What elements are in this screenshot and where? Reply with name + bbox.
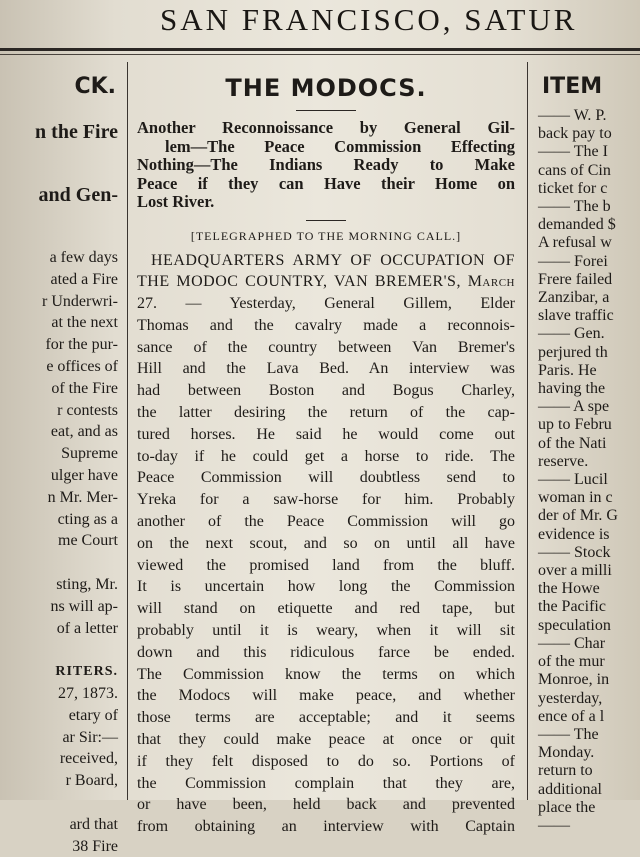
deck-line: Nothing—The Indians Ready to Make <box>137 155 515 174</box>
text-line: over a milli <box>538 562 612 580</box>
text-line: A refusal w <box>538 234 612 252</box>
left-body <box>0 247 118 857</box>
deck-rule <box>306 220 346 221</box>
text-line: der of Mr. G <box>538 507 618 525</box>
text-line: that they could make peace at once or quit <box>137 731 515 749</box>
text-line: the Howe <box>538 580 600 598</box>
text-line: Frere failed <box>538 270 613 288</box>
text-line: reserve. <box>538 452 589 470</box>
article-deck <box>137 119 515 212</box>
text-line: cans of Cin <box>538 161 611 179</box>
text-line: those terms are acceptable; and it seems <box>137 709 515 727</box>
text-line: Supreme <box>61 445 118 463</box>
text-line: ticket for c <box>538 179 608 197</box>
text-line: having the <box>538 380 606 398</box>
text-line: —— The I <box>538 143 608 161</box>
text-line: It is uncertain how long the Commission <box>137 578 515 596</box>
deck-line: Peace if they can Have their Home on <box>137 173 515 193</box>
left-deck-line: and Gen- <box>38 184 118 206</box>
text-line: sting, Mr. <box>56 575 118 593</box>
left-deck-line: n the Fire <box>35 121 118 143</box>
text-line: Hill and the Lava Bed. An interview was <box>137 360 515 378</box>
left-column <box>0 60 118 857</box>
text-line: ence of a l <box>538 707 605 725</box>
text-line: another of the Peace Commission will go <box>137 513 515 531</box>
masthead-rule-thin <box>0 54 640 55</box>
text-line: viewed the promised land from the bluff. <box>137 556 515 574</box>
text-line: or have been, held back and prevented <box>137 796 515 814</box>
text-line: tured horses. He said he would come out <box>137 425 515 443</box>
text-line: e offices of <box>46 357 118 375</box>
text-line: a few days <box>49 249 118 266</box>
article-dateline: [TELEGRAPHED TO THE MORNING CALL.] <box>190 228 462 243</box>
text-line: —— Char <box>538 634 606 652</box>
text-line: perjured th <box>538 343 608 361</box>
article-modocs <box>133 60 519 838</box>
left-sub-heading: RITERS. <box>55 664 118 680</box>
text-line: THE MODOC COUNTRY, VAN BREMER'S, March <box>137 273 515 291</box>
text-line: ar Sir:— <box>62 728 118 746</box>
text-line: the Modocs will make peace, and whether <box>137 687 515 705</box>
text-line: yesterday, <box>538 689 603 707</box>
text-line: received, <box>59 750 118 768</box>
blank-line <box>0 639 118 661</box>
text-line: —— W. P. <box>538 107 607 124</box>
article-headline: THE MODOCS. <box>225 74 427 102</box>
text-line: the Pacific <box>538 598 606 616</box>
right-column-heading: ITEM <box>542 74 603 99</box>
text-line: ns will ap- <box>50 597 118 615</box>
text-line: sance of the country between Van Bremer's <box>137 338 515 356</box>
text-line: r Underwri- <box>42 292 118 310</box>
text-line: to-day if he could get a horse to ride. The <box>137 447 515 465</box>
text-line: Paris. He <box>538 361 597 379</box>
text-line: ulger have <box>50 466 118 484</box>
blank-line <box>0 552 118 574</box>
text-line: r Board, <box>65 772 118 790</box>
text-line: for the pur- <box>45 336 118 354</box>
text-line: will stand on etiquette and red tape, but <box>137 600 515 618</box>
text-line: —— The b <box>538 198 611 216</box>
text-line: HEADQUARTERS ARMY OF OCCUPATION OF <box>151 251 515 269</box>
text-line: ard that <box>69 815 118 833</box>
text-line: from obtaining an interview with Captain <box>137 818 515 836</box>
text-line: probably until it is weary, when it will sit <box>137 622 515 640</box>
text-line: —— The <box>538 725 599 743</box>
column-rule-right <box>527 62 528 800</box>
text-line: Zanzibar, a <box>538 289 610 307</box>
text-line: etary of <box>68 706 118 724</box>
deck-line: lem—The Peace Commission Effecting <box>165 136 515 156</box>
text-line: —— Stock <box>538 543 611 561</box>
text-line: Thomas and the cavalry made a reconnois- <box>137 316 515 334</box>
text-line: ated a Fire <box>50 270 118 288</box>
text-line: me Court <box>58 532 118 550</box>
text-line: Yreka for a saw-horse for him. Probably <box>137 491 515 509</box>
text-line: n Mr. Mer- <box>47 488 118 506</box>
article-body <box>137 250 515 839</box>
text-line: 27. — Yesterday, General Gillem, Elder <box>137 295 515 313</box>
blank-line <box>0 792 118 814</box>
text-line: demanded $ <box>538 216 616 234</box>
text-line: if they felt disposed to do so. Portions of <box>137 752 515 770</box>
text-line: additional <box>538 780 602 798</box>
right-body <box>538 107 640 835</box>
text-line: had between Boston and Bogus Charley, <box>137 382 515 400</box>
text-line: the Commission complain that they are, <box>137 774 515 792</box>
text-line: evidence is <box>538 525 610 543</box>
text-line: up to Febru <box>538 416 612 434</box>
deck-line: Another Reconnoissance by General Gil- <box>137 118 515 137</box>
left-column-heading: CK. <box>74 74 116 99</box>
text-line: —— <box>538 816 570 834</box>
text-line: slave traffic <box>538 307 614 325</box>
text-line: down and this ridiculous farce be ended. <box>137 643 515 661</box>
text-line: —— Lucil <box>538 471 608 489</box>
column-rule-left <box>127 62 128 800</box>
text-line: return to <box>538 762 593 780</box>
text-line: of a letter <box>56 619 118 637</box>
deck-line: Lost River. <box>137 192 215 211</box>
text-line: eat, and as <box>50 423 118 441</box>
text-line: back pay to <box>538 125 612 143</box>
text-line: cting as a <box>57 510 118 528</box>
text-line: Monday. <box>538 744 595 762</box>
text-line: Peace Commission will doubtless send to <box>137 469 515 487</box>
text-line: r contests <box>57 401 118 419</box>
text-line: —— A spe <box>538 398 610 416</box>
text-line: place the <box>538 798 596 816</box>
text-line: of the mur <box>538 653 605 671</box>
right-column <box>534 60 640 835</box>
masthead: SAN FRANCISCO, SATUR <box>160 2 578 37</box>
headline-rule <box>296 110 356 111</box>
text-line: at the next <box>51 314 118 332</box>
text-line: of the Nati <box>538 434 607 452</box>
text-line: 27, 1873. <box>58 684 118 702</box>
text-line: —— Gen. <box>538 325 605 343</box>
text-line: on the next scout, and so on until all have <box>137 534 515 552</box>
text-line: —— Forei <box>538 252 608 270</box>
text-line: of the Fire <box>51 379 118 397</box>
text-line: the latter desiring the return of the cap- <box>137 404 515 422</box>
text-line: Monroe, in <box>538 671 610 689</box>
text-line: woman in c <box>538 489 613 507</box>
text-line: The Commission know the terms on which <box>137 665 515 683</box>
text-line: speculation <box>538 616 611 634</box>
text-line: 38 Fire <box>72 837 118 855</box>
masthead-rule <box>0 48 640 51</box>
